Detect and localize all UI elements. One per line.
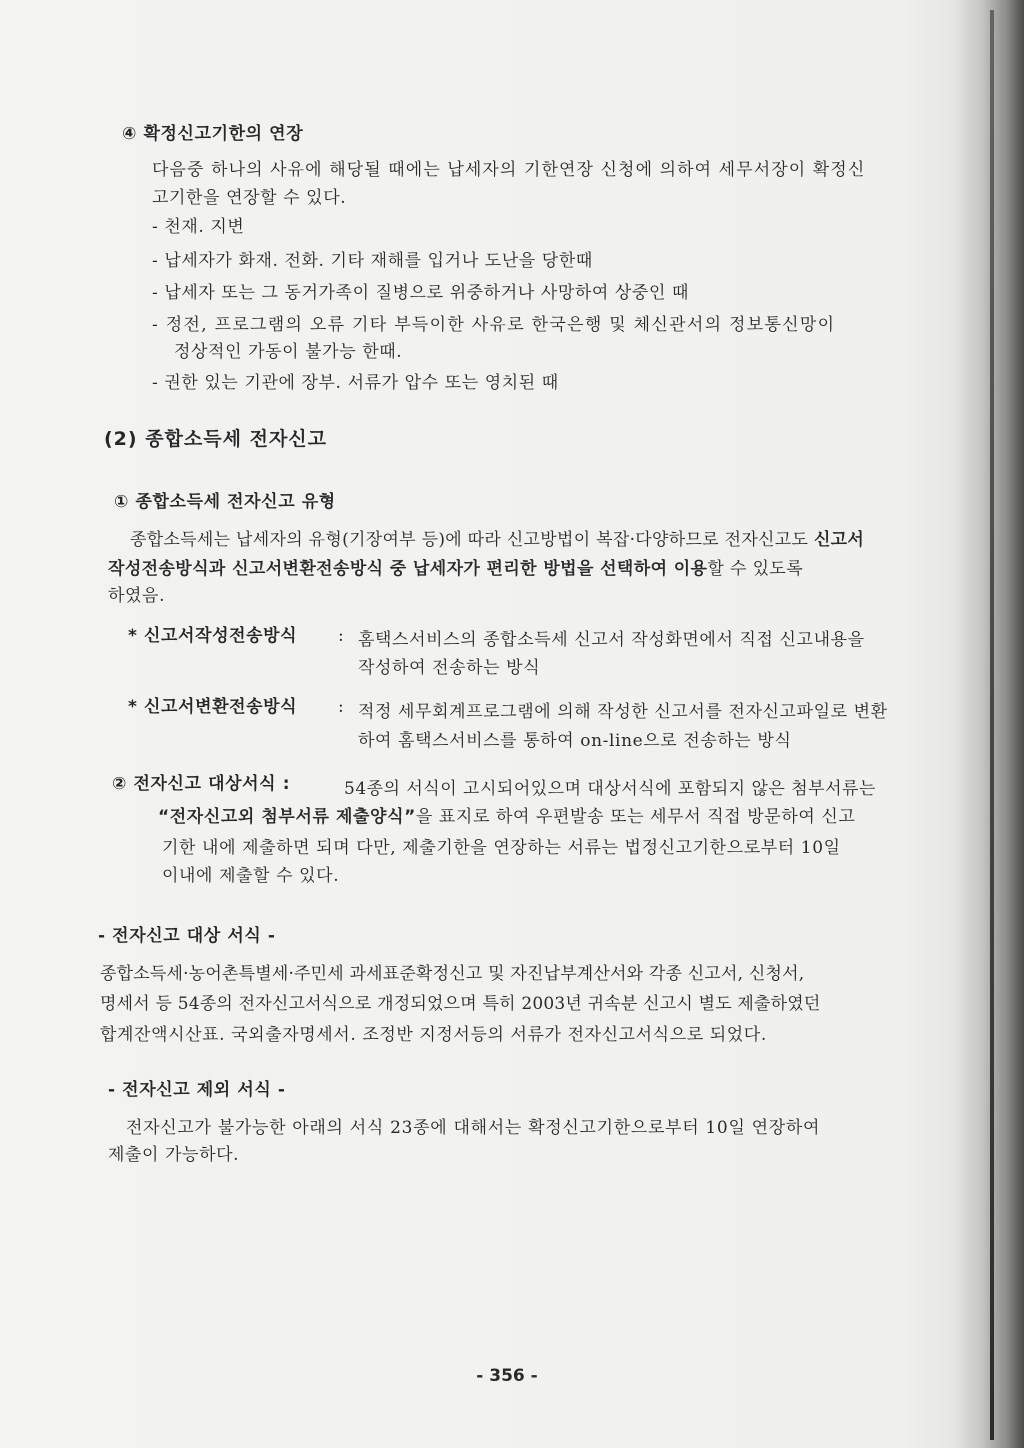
method-label: * 신고서변환전송방식	[128, 697, 298, 717]
list-item: - 천재. 지변	[152, 217, 245, 237]
paragraph-line: 다음중 하나의 사유에 해당될 때에는 납세자의 기한연장 신청에 의하여 세무서장이 확정신	[152, 160, 866, 180]
list-item: - 권한 있는 기관에 장부. 서류가 압수 또는 영치된 때	[152, 373, 559, 393]
section-title: (2) 종합소득세 전자신고	[104, 428, 328, 450]
emphasis-text: 작성전송방식과 신고서변환전송방식 중 납세자가 편리한 방법을 선택하여 이용	[108, 559, 708, 579]
paragraph-text: 할 수 있도록	[707, 559, 804, 579]
paragraph-line: 하였음.	[108, 586, 166, 606]
paragraph-line: 고기한을 연장할 수 있다.	[152, 188, 347, 208]
list-item: - 납세자 또는 그 동거가족이 질병으로 위중하거나 사망하여 상중인 때	[152, 283, 689, 303]
paragraph-line: 종합소득세·농어촌특별세·주민세 과세표준확정신고 및 자진납부계산서와 각종 신고서, 신청서,	[100, 964, 805, 984]
list-item: - 납세자가 화재. 전화. 기타 재해를 입거나 도난을 당한때	[152, 251, 593, 271]
method-description: 홈택스서비스의 종합소득세 신고서 작성화면에서 직접 신고내용을	[358, 630, 865, 650]
paragraph-line: 54종의 서식이 고시되어있으며 대상서식에 포함되지 않은 첨부서류는	[344, 779, 876, 799]
paragraph-line: 명세서 등 54종의 전자신고서식으로 개정되었으며 특히 2003년 귀속분 신고시 별도 제출하였던	[100, 994, 821, 1014]
method-description: 하여 홈택스서비스를 통하여 on-line으로 전송하는 방식	[358, 731, 792, 751]
subsection-heading-target: ② 전자신고 대상서식 :	[112, 774, 291, 794]
page-number: - 356 -	[476, 1366, 538, 1386]
paragraph-line: 제출이 가능하다.	[108, 1145, 240, 1165]
paragraph-line: 합계잔액시산표. 국외출자명세서. 조정반 지정서등의 서류가 전자신고서식으로 되었다.	[100, 1025, 767, 1045]
paragraph-line	[158, 803, 855, 832]
method-label: * 신고서작성전송방식	[128, 626, 298, 646]
method-description: 작성하여 전송하는 방식	[358, 658, 541, 678]
method-colon: :	[338, 697, 345, 717]
section-heading-target-forms: - 전자신고 대상 서식 -	[98, 926, 276, 946]
paragraph-line: 기한 내에 제출하면 되며 다만, 제출기한을 연장하는 서류는 법정신고기한으로부터 10일	[162, 838, 841, 858]
emphasis-text: “전자신고외 첨부서류 제출양식”	[158, 807, 416, 827]
paragraph-line: 이내에 제출할 수 있다.	[162, 866, 340, 886]
method-colon: :	[338, 626, 345, 646]
binding-shadow	[954, 0, 1024, 1448]
paragraph-line: 전자신고가 불가능한 아래의 서식 23종에 대해서는 확정신고기한으로부터 10일 연장하여	[126, 1118, 821, 1138]
paragraph-text: 종합소득세는 납세자의 유형(기장여부 등)에 따라 신고방법이 복잡·다양하므로 전자신고도	[130, 530, 809, 550]
paragraph-text: 을 표지로 하여 우편발송 또는 세무서 직접 방문하여 신고	[415, 807, 856, 827]
list-item-continuation: 정상적인 가동이 불가능 한때.	[174, 342, 403, 362]
list-item: - 정전, 프로그램의 오류 기타 부득이한 사유로 한국은행 및 체신관서의 정보통신망이	[152, 315, 836, 335]
paragraph-line	[130, 526, 864, 555]
binding-edge	[990, 10, 994, 1440]
paragraph-line	[108, 555, 803, 584]
section-heading-extension: ④ 확정신고기한의 연장	[122, 124, 304, 144]
subsection-heading-types: ① 종합소득세 전자신고 유형	[114, 492, 336, 512]
emphasis-text: 신고서	[813, 530, 865, 550]
method-description: 적정 세무회계프로그램에 의해 작성한 신고서를 전자신고파일로 변환	[358, 702, 888, 722]
section-heading-excluded-forms: - 전자신고 제외 서식 -	[108, 1080, 286, 1100]
